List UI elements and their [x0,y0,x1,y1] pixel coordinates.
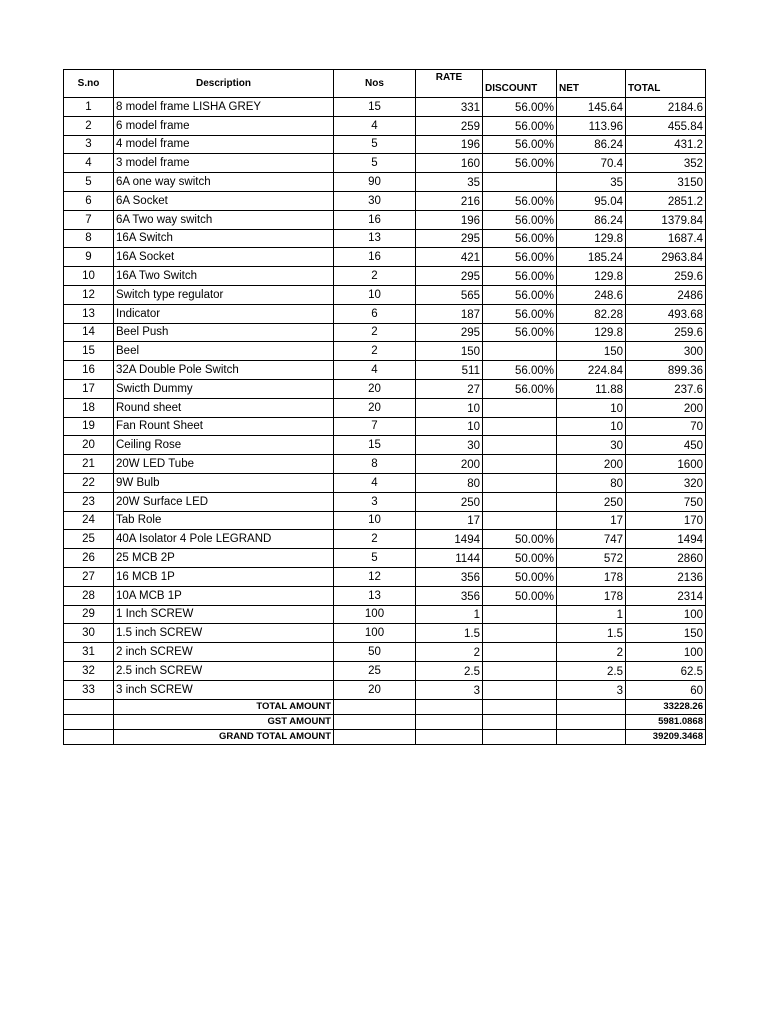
item-rows [64,98,706,700]
cell-rate: 3 [416,680,483,699]
cell-net: 2.5 [557,661,626,680]
cell-discount: 56.00% [483,135,557,154]
cell-net: 129.8 [557,267,626,286]
table-row [64,643,706,662]
cell-rate: 160 [416,154,483,173]
cell-nos: 13 [334,229,416,248]
cell-sno: 15 [64,342,114,361]
cell-rate: 35 [416,173,483,192]
summary-rows [64,699,706,744]
cell-rate: 10 [416,417,483,436]
table-row [64,680,706,699]
cell-net: 1 [557,605,626,624]
cell-total: 2851.2 [626,191,706,210]
cell-nos: 16 [334,248,416,267]
cell-rate: 196 [416,135,483,154]
cell-total: 1379.84 [626,210,706,229]
table-row [64,267,706,286]
cell-discount [483,605,557,624]
header-net: NET [557,70,626,98]
cell-nos: 20 [334,379,416,398]
total-amount-row [64,699,706,714]
cell-nos: 25 [334,661,416,680]
cell-net: 747 [557,530,626,549]
cell-nos: 2 [334,267,416,286]
cell-total: 750 [626,492,706,511]
cell-sno: 23 [64,492,114,511]
cell-rate: 1144 [416,549,483,568]
cell-nos: 10 [334,511,416,530]
cell-discount: 56.00% [483,248,557,267]
cell-nos: 100 [334,605,416,624]
cell-net: 178 [557,586,626,605]
cell-sno: 17 [64,379,114,398]
table-row [64,473,706,492]
cell-total: 2486 [626,285,706,304]
cell-sno: 1 [64,98,114,117]
cell-total: 300 [626,342,706,361]
cell-discount [483,417,557,436]
cell-description: Indicator [114,304,334,323]
cell-rate: 1 [416,605,483,624]
cell-discount: 56.00% [483,285,557,304]
table-row [64,436,706,455]
cell-discount: 56.00% [483,229,557,248]
cell-net: 200 [557,455,626,474]
cell-sno: 25 [64,530,114,549]
grand-total-label: GRAND TOTAL AMOUNT [114,729,334,744]
cell-nos: 2 [334,323,416,342]
table-row [64,229,706,248]
cell-rate: 295 [416,323,483,342]
total-amount-value: 33228.26 [626,699,706,714]
cell-discount [483,661,557,680]
cell-net: 70.4 [557,154,626,173]
cell-description: 6A Two way switch [114,210,334,229]
cell-nos: 20 [334,680,416,699]
cell-description: Round sheet [114,398,334,417]
cell-nos: 30 [334,191,416,210]
gst-amount-value: 5981.0868 [626,714,706,729]
cell-nos: 16 [334,210,416,229]
cell-sno: 31 [64,643,114,662]
cell-total: 450 [626,436,706,455]
cell-net: 145.64 [557,98,626,117]
cell-rate: 200 [416,455,483,474]
cell-total: 2184.6 [626,98,706,117]
cell-net: 224.84 [557,361,626,380]
cell-discount: 56.00% [483,304,557,323]
cell-discount [483,455,557,474]
summary-empty-cell [557,714,626,729]
cell-net: 150 [557,342,626,361]
cell-nos: 10 [334,285,416,304]
cell-discount: 56.00% [483,323,557,342]
header-discount: DISCOUNT [483,70,557,98]
cell-net: 572 [557,549,626,568]
cell-description: 1 Inch SCREW [114,605,334,624]
cell-sno: 27 [64,567,114,586]
table-row [64,379,706,398]
cell-nos: 7 [334,417,416,436]
cell-net: 250 [557,492,626,511]
cell-sno: 16 [64,361,114,380]
cell-description: 16A Socket [114,248,334,267]
cell-total: 170 [626,511,706,530]
cell-discount: 56.00% [483,116,557,135]
cell-total: 899.36 [626,361,706,380]
cell-total: 2860 [626,549,706,568]
cell-nos: 3 [334,492,416,511]
cell-rate: 2 [416,643,483,662]
cell-description: 20W LED Tube [114,455,334,474]
cell-total: 3150 [626,173,706,192]
cell-rate: 1494 [416,530,483,549]
table-row [64,605,706,624]
table-row [64,511,706,530]
cell-net: 185.24 [557,248,626,267]
summary-empty-cell [64,729,114,744]
cell-nos: 8 [334,455,416,474]
cell-nos: 13 [334,586,416,605]
table-row [64,398,706,417]
cell-total: 70 [626,417,706,436]
cell-net: 17 [557,511,626,530]
cell-sno: 4 [64,154,114,173]
cell-description: 40A Isolator 4 Pole LEGRAND [114,530,334,549]
cell-nos: 20 [334,398,416,417]
cell-discount: 56.00% [483,267,557,286]
cell-total: 493.68 [626,304,706,323]
cell-nos: 5 [334,135,416,154]
cell-sno: 10 [64,267,114,286]
cell-nos: 4 [334,116,416,135]
cell-net: 95.04 [557,191,626,210]
table-row [64,492,706,511]
cell-nos: 12 [334,567,416,586]
cell-net: 10 [557,417,626,436]
cell-rate: 150 [416,342,483,361]
summary-empty-cell [483,729,557,744]
cell-rate: 10 [416,398,483,417]
cell-total: 237.6 [626,379,706,398]
table-row [64,154,706,173]
cell-net: 35 [557,173,626,192]
cell-discount [483,511,557,530]
cell-discount: 56.00% [483,191,557,210]
cell-description: Ceiling Rose [114,436,334,455]
cell-description: 6A Socket [114,191,334,210]
summary-empty-cell [64,699,114,714]
cell-nos: 5 [334,549,416,568]
gst-amount-label: GST AMOUNT [114,714,334,729]
cell-rate: 187 [416,304,483,323]
table-row [64,285,706,304]
table-row [64,586,706,605]
cell-description: 20W Surface LED [114,492,334,511]
cell-net: 11.88 [557,379,626,398]
cell-total: 2963.84 [626,248,706,267]
table-row [64,661,706,680]
cell-net: 178 [557,567,626,586]
cell-rate: 331 [416,98,483,117]
cell-nos: 6 [334,304,416,323]
cell-nos: 15 [334,436,416,455]
cell-total: 62.5 [626,661,706,680]
cell-description: 16A Two Switch [114,267,334,286]
cell-total: 259.6 [626,267,706,286]
cell-discount: 50.00% [483,567,557,586]
cell-net: 113.96 [557,116,626,135]
cell-description: 32A Double Pole Switch [114,361,334,380]
summary-empty-cell [334,714,416,729]
total-amount-label: TOTAL AMOUNT [114,699,334,714]
cell-discount [483,342,557,361]
table-row [64,135,706,154]
cell-discount: 56.00% [483,379,557,398]
cell-sno: 14 [64,323,114,342]
cell-sno: 3 [64,135,114,154]
cell-description: Beel [114,342,334,361]
cell-discount [483,473,557,492]
cell-total: 2136 [626,567,706,586]
header-total: TOTAL [626,70,706,98]
cell-net: 3 [557,680,626,699]
cell-description: Beel Push [114,323,334,342]
table-row [64,98,706,117]
cell-sno: 9 [64,248,114,267]
cell-nos: 50 [334,643,416,662]
cell-net: 86.24 [557,210,626,229]
cell-net: 129.8 [557,323,626,342]
cell-rate: 356 [416,586,483,605]
cell-discount: 56.00% [483,154,557,173]
cell-total: 100 [626,643,706,662]
summary-empty-cell [334,699,416,714]
cell-description: 1.5 inch SCREW [114,624,334,643]
cell-net: 82.28 [557,304,626,323]
cell-sno: 20 [64,436,114,455]
header-description: Description [114,70,334,98]
cell-total: 455.84 [626,116,706,135]
summary-empty-cell [416,699,483,714]
cell-description: 6 model frame [114,116,334,135]
cell-rate: 259 [416,116,483,135]
cell-sno: 32 [64,661,114,680]
cell-rate: 565 [416,285,483,304]
table-row [64,567,706,586]
summary-empty-cell [483,714,557,729]
cell-sno: 21 [64,455,114,474]
table-row [64,191,706,210]
cell-net: 1.5 [557,624,626,643]
cell-total: 150 [626,624,706,643]
table-row [64,116,706,135]
summary-empty-cell [416,729,483,744]
cell-sno: 24 [64,511,114,530]
cell-net: 80 [557,473,626,492]
cell-sno: 6 [64,191,114,210]
cell-total: 431.2 [626,135,706,154]
cell-sno: 8 [64,229,114,248]
cell-rate: 17 [416,511,483,530]
summary-empty-cell [334,729,416,744]
cell-rate: 1.5 [416,624,483,643]
cell-description: 8 model frame LISHA GREY [114,98,334,117]
table-row [64,323,706,342]
cell-discount: 50.00% [483,549,557,568]
cell-description: 6A one way switch [114,173,334,192]
table-row [64,210,706,229]
cell-nos: 2 [334,530,416,549]
cell-description: 3 inch SCREW [114,680,334,699]
cell-nos: 15 [334,98,416,117]
cell-discount [483,492,557,511]
gst-amount-row [64,714,706,729]
cell-rate: 295 [416,267,483,286]
cell-discount: 56.00% [483,98,557,117]
cell-nos: 4 [334,361,416,380]
cell-sno: 12 [64,285,114,304]
cell-description: 16A Switch [114,229,334,248]
cell-sno: 7 [64,210,114,229]
cell-description: 2 inch SCREW [114,643,334,662]
cell-rate: 27 [416,379,483,398]
table-row [64,624,706,643]
cell-sno: 29 [64,605,114,624]
table-row [64,530,706,549]
cell-discount: 56.00% [483,210,557,229]
cell-sno: 28 [64,586,114,605]
cell-nos: 5 [334,154,416,173]
cell-sno: 19 [64,417,114,436]
table-row [64,304,706,323]
cell-net: 10 [557,398,626,417]
cell-description: 16 MCB 1P [114,567,334,586]
cell-sno: 33 [64,680,114,699]
cell-discount [483,624,557,643]
cell-nos: 90 [334,173,416,192]
cell-discount [483,436,557,455]
header-sno: S.no [64,70,114,98]
cell-net: 86.24 [557,135,626,154]
cell-rate: 356 [416,567,483,586]
cell-sno: 30 [64,624,114,643]
cell-sno: 18 [64,398,114,417]
cell-description: 2.5 inch SCREW [114,661,334,680]
cell-discount [483,643,557,662]
cell-rate: 30 [416,436,483,455]
cell-rate: 511 [416,361,483,380]
cell-total: 259.6 [626,323,706,342]
summary-empty-cell [557,699,626,714]
cell-net: 248.6 [557,285,626,304]
cell-description: Swicth Dummy [114,379,334,398]
cell-rate: 421 [416,248,483,267]
cell-nos: 100 [334,624,416,643]
cell-discount [483,173,557,192]
cell-total: 200 [626,398,706,417]
cell-rate: 196 [416,210,483,229]
header-row [64,70,706,98]
table-row [64,417,706,436]
cell-rate: 216 [416,191,483,210]
cell-total: 100 [626,605,706,624]
cell-sno: 2 [64,116,114,135]
header-rate: RATE [416,70,483,98]
cell-rate: 295 [416,229,483,248]
table-row [64,455,706,474]
table-row [64,549,706,568]
cell-nos: 2 [334,342,416,361]
header-nos: Nos [334,70,416,98]
cell-discount: 50.00% [483,530,557,549]
summary-empty-cell [483,699,557,714]
cell-description: 4 model frame [114,135,334,154]
cell-description: 3 model frame [114,154,334,173]
quotation-table [63,69,706,745]
cell-discount: 56.00% [483,361,557,380]
cell-sno: 5 [64,173,114,192]
cell-sno: 26 [64,549,114,568]
cell-net: 2 [557,643,626,662]
summary-empty-cell [64,714,114,729]
table-row [64,173,706,192]
table-row [64,342,706,361]
cell-net: 129.8 [557,229,626,248]
cell-rate: 2.5 [416,661,483,680]
grand-total-value: 39209.3468 [626,729,706,744]
cell-net: 30 [557,436,626,455]
cell-description: 10A MCB 1P [114,586,334,605]
cell-total: 60 [626,680,706,699]
cell-discount [483,680,557,699]
cell-nos: 4 [334,473,416,492]
cell-total: 320 [626,473,706,492]
cell-description: Switch type regulator [114,285,334,304]
cell-discount [483,398,557,417]
cell-description: 9W Bulb [114,473,334,492]
grand-total-row [64,729,706,744]
summary-empty-cell [557,729,626,744]
cell-rate: 80 [416,473,483,492]
cell-description: 25 MCB 2P [114,549,334,568]
cell-total: 2314 [626,586,706,605]
cell-sno: 22 [64,473,114,492]
table-row [64,248,706,267]
cell-total: 1687.4 [626,229,706,248]
cell-description: Tab Role [114,511,334,530]
cell-sno: 13 [64,304,114,323]
table-row [64,361,706,380]
cell-total: 352 [626,154,706,173]
cell-discount: 50.00% [483,586,557,605]
cell-total: 1600 [626,455,706,474]
summary-empty-cell [416,714,483,729]
cell-description: Fan Rount Sheet [114,417,334,436]
cell-total: 1494 [626,530,706,549]
cell-rate: 250 [416,492,483,511]
